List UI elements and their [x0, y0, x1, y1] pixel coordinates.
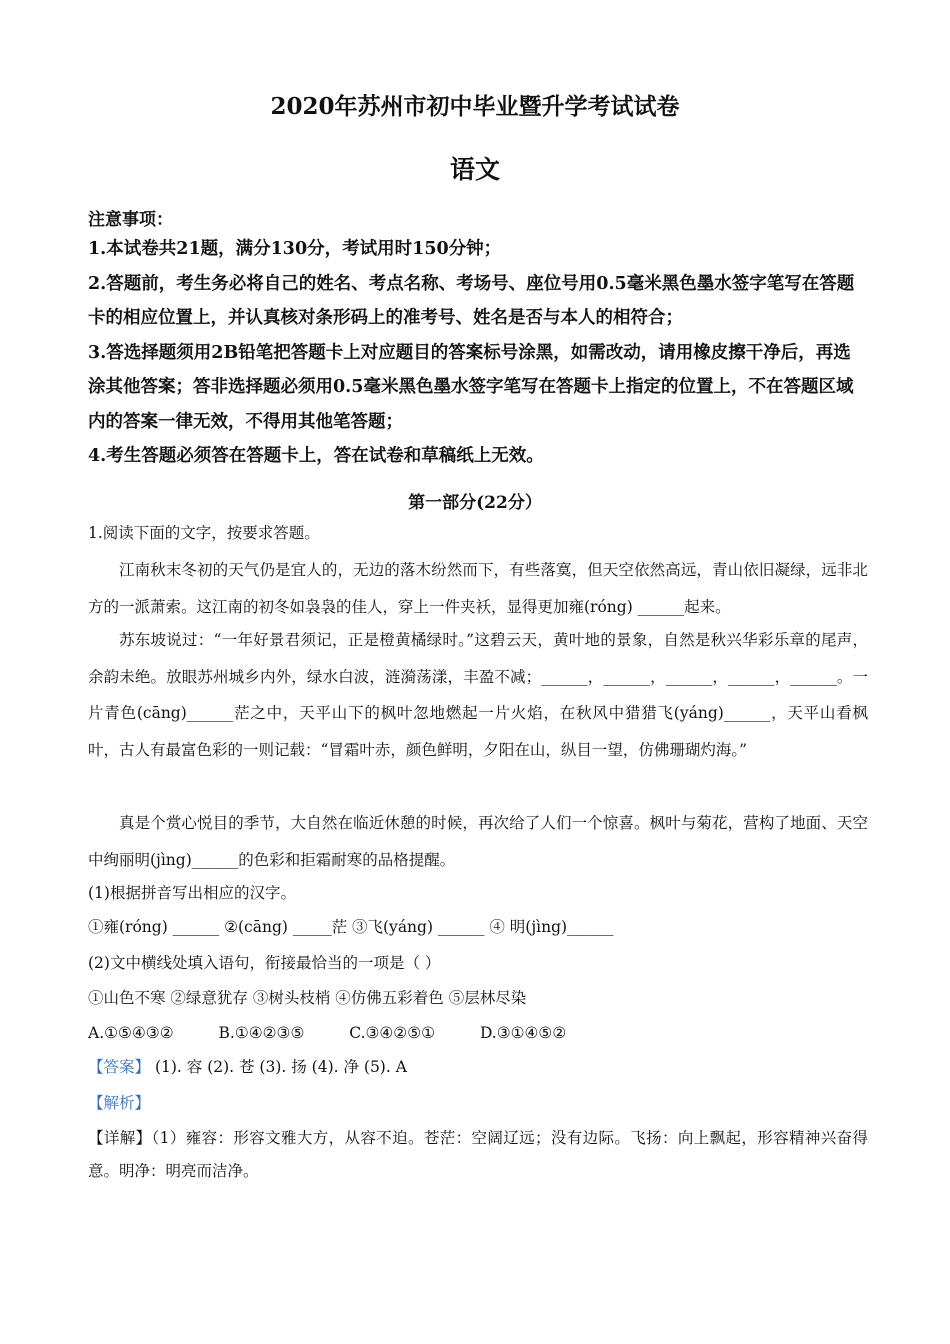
- notice-item: 2.答题前，考生务必将自己的姓名、考点名称、考场号、座位号用0.5毫米黑色墨水签字笔写在答题卡的相应位置上，并认真核对条形码上的准考号、姓名是否与本人的相符合；: [88, 273, 855, 328]
- notice-item: 1.本试卷共21题，满分130分，考试用时150分钟；: [88, 239, 502, 259]
- answer-options: [88, 1020, 868, 1046]
- exam-title: 2020年苏州市初中毕业暨升学考试试卷: [270, 93, 680, 120]
- detail-text: （1）雍容：形容文雅大方，从容不迫。苍茫：空阔辽远；没有边际。飞扬：向上飘起，形容精神兴奋得意。明净：明亮而洁净。: [88, 1129, 868, 1180]
- option-b: B.①④②③⑤: [218, 1024, 305, 1042]
- analysis-label: 【解析】: [88, 1094, 151, 1112]
- answer-label: 【答案】: [88, 1058, 151, 1076]
- sub-question-2-items: ①山色不寒 ②绿意犹存 ③树头枝梢 ④仿佛五彩着色 ⑤层林尽染: [88, 989, 527, 1007]
- option-a: A.①⑤④③②: [88, 1024, 174, 1042]
- option-d: D.③①④⑤②: [479, 1024, 567, 1042]
- detail-label: 【详解】: [88, 1129, 152, 1147]
- paragraph-text: 江南秋末冬初的天气仍是宜人的，无边的落木纷然而下，有些落寞，但天空依然高远，青山依旧凝绿，远非北方的一派萧索。这江南的初冬如袅袅的佳人，穿上一件夹袄，显得更加雍(róng) ______起来。: [88, 561, 868, 616]
- passage-paragraph: [88, 552, 868, 625]
- question-head: 1.阅读下面的文字，按要求答题。: [88, 524, 320, 542]
- answer-text: (1). 容 (2). 苍 (3). 扬 (4). 净 (5). A: [154, 1058, 407, 1076]
- paragraph-text: 真是个赏心悦目的季节，大自然在临近休憩的时候，再次给了人们一个惊喜。枫叶与菊花，营构了地面、天空中绚丽明(jìng)______的色彩和拒霜耐寒的品格提醒。: [88, 814, 868, 869]
- sub-question-1-items: ①雍(róng) ______ ②(cāng) _____茫 ③飞(yáng) ______ ④ 明(jìng)______: [88, 918, 614, 936]
- notice-item: 3.答选择题须用2B铅笔把答题卡上对应题目的答案标号涂黑，如需改动，请用橡皮擦干净后，再选涂其他答案；答非选择题必须用0.5毫米黑色墨水签字笔写在答题卡上指定的位置上，不在答题区域内的答案一律无效，不得用其他笔答题；: [88, 342, 854, 432]
- sub-question-1: (1)根据拼音写出相应的汉字。: [88, 884, 296, 902]
- paragraph-text: 苏东坡说过：“一年好景君须记，正是橙黄橘绿时。”这碧云天，黄叶地的景象，自然是秋兴华彩乐章的尾声，余韵未绝。放眼苏州城乡内外，绿水白波，涟漪荡漾，丰盈不减；______，______，______，______，______。一片青色(cāng)______茫之中，天平山下的枫叶忽地燃起一片火焰，在秋风中猎猎飞(yáng)______，天平山看枫叶，古人有最富色彩的一则记载：“冒霜叶赤，颜色鲜明，夕阳在山，纵目一望，仿佛珊瑚灼海。”: [88, 631, 868, 759]
- notice-list: [88, 232, 868, 474]
- passage-paragraph: [88, 622, 868, 768]
- part-title: 第一部分(22分）: [408, 493, 542, 513]
- answer-block: [88, 1054, 407, 1080]
- detail-block: [88, 1122, 868, 1188]
- notice-heading: 注意事项：: [88, 210, 173, 230]
- option-c: C.③④②⑤①: [349, 1024, 435, 1042]
- subject-title: 语文: [449, 155, 500, 184]
- notice-item: 4.考生答题必须答在答题卡上，答在试卷和草稿纸上无效。: [88, 446, 544, 466]
- passage-paragraph: [88, 805, 868, 878]
- sub-question-2: (2)文中横线处填入语句，衔接最恰当的一项是（ ）: [88, 954, 441, 972]
